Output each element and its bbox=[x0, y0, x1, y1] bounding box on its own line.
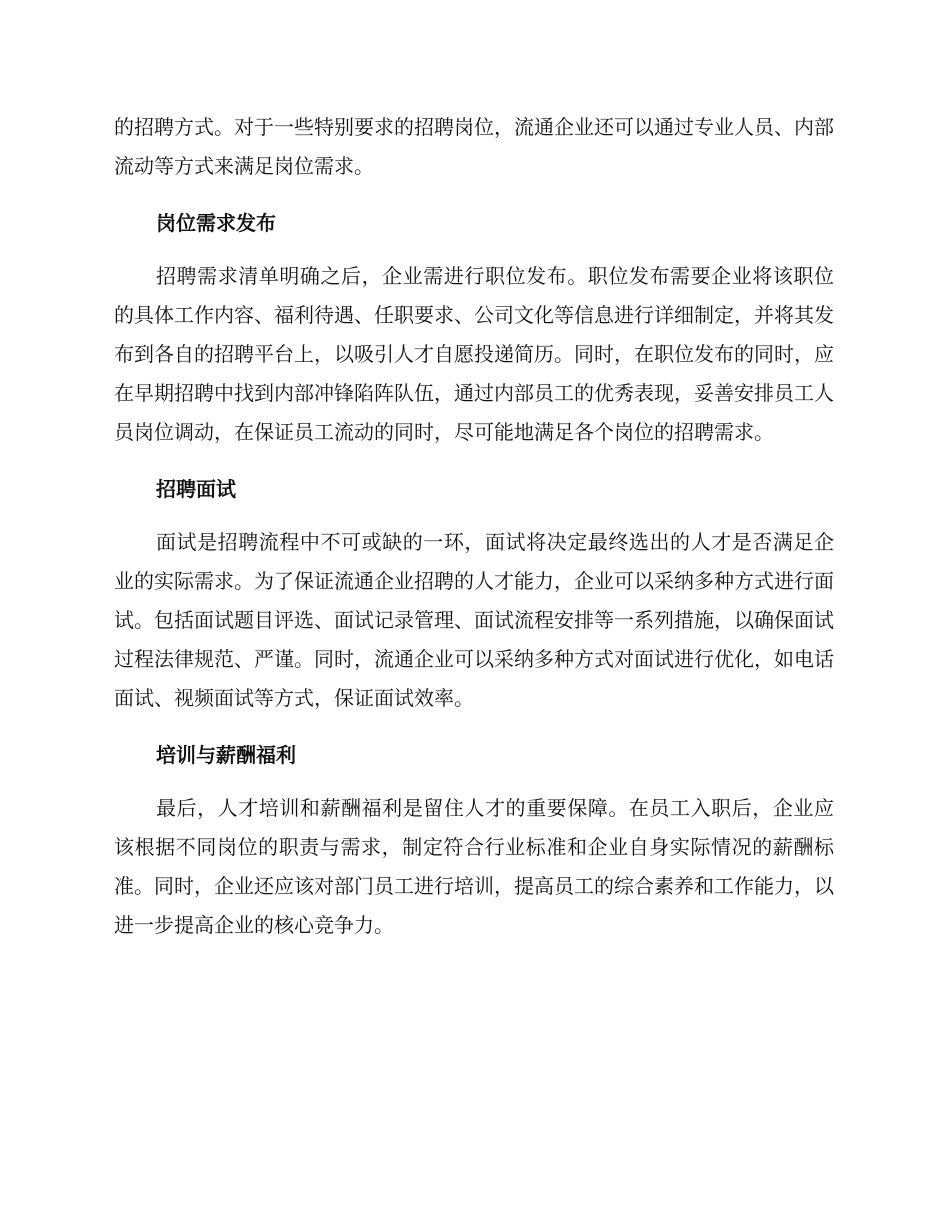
intro-paragraph: 的招聘方式。对于一些特别要求的招聘岗位，流通企业还可以通过专业人员、内部流动等方式来满足岗位需求。 bbox=[114, 115, 834, 178]
section-heading-training-compensation: 培训与薪酬福利 bbox=[156, 743, 296, 767]
section-heading-job-posting: 岗位需求发布 bbox=[156, 211, 276, 235]
section-body-training-compensation: 最后，人才培训和薪酬福利是留住人才的重要保障。在员工入职后，企业应该根据不同岗位的职责与需求，制定符合行业标准和企业自身实际情况的薪酬标准。同时，企业还应该对部门员工进行培训，提高员工的综合素养和工作能力，以进一步提高企业的核心竞争力。 bbox=[114, 796, 834, 937]
section-heading-interview: 招聘面试 bbox=[156, 477, 236, 501]
document-page bbox=[114, 108, 834, 945]
section-body-job-posting: 招聘需求清单明确之后，企业需进行职位发布。职位发布需要企业将该职位的具体工作内容、福利待遇、任职要求、公司文化等信息进行详细制定，并将其发布到各自的招聘平台上，以吸引人才自愿投递简历。同时，在职位发布的同时，应在早期招聘中找到内部冲锋陷阵队伍，通过内部员工的优秀表现，妥善安排员工人员岗位调动，在保证员工流动的同时，尽可能地满足各个岗位的招聘需求。 bbox=[114, 264, 834, 444]
section-body-interview: 面试是招聘流程中不可或缺的一环，面试将决定最终选出的人才是否满足企业的实际需求。为了保证流通企业招聘的人才能力，企业可以采纳多种方式进行面试。包括面试题目评选、面试记录管理、面试流程安排等一系列措施，以确保面试过程法律规范、严谨。同时，流通企业可以采纳多种方式对面试进行优化，如电话面试、视频面试等方式，保证面试效率。 bbox=[114, 530, 834, 710]
